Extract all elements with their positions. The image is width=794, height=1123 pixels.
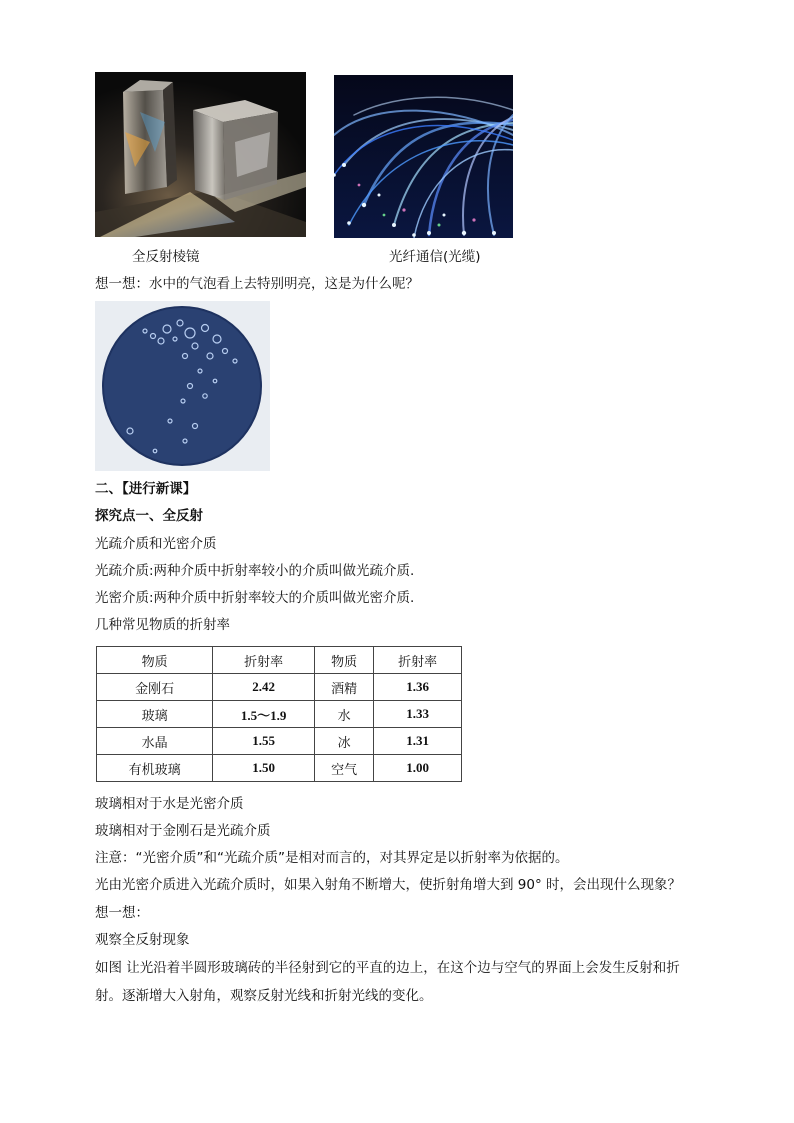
header-cell: 物质: [97, 647, 213, 674]
refractive-index-table: [96, 646, 462, 782]
substance-cell: 金刚石: [97, 674, 213, 701]
index-cell: 1.55: [213, 728, 315, 755]
substance-cell: 玻璃: [97, 701, 213, 728]
substance-cell: 冰: [315, 728, 374, 755]
header-cell: 折射率: [374, 647, 462, 674]
subheading: 探究点一、全反射: [95, 508, 203, 524]
def-sparse: 光疏介质:两种介质中折射率较小的介质叫做光疏介质.: [95, 563, 415, 579]
note: 注意：“光密介质”和“光疏介质”是相对而言的，对其界定是以折射率为依据的。: [95, 850, 569, 866]
media-title: 光疏介质和光密介质: [95, 536, 217, 552]
substance-cell: 水晶: [97, 728, 213, 755]
prism-photo: [95, 72, 306, 237]
substance-cell: 酒精: [315, 674, 374, 701]
header-cell: 物质: [315, 647, 374, 674]
prism-caption: 全反射棱镜: [132, 249, 200, 265]
substance-cell: 空气: [315, 755, 374, 782]
header-cell: 折射率: [213, 647, 315, 674]
table-title: 几种常见物质的折射率: [95, 617, 230, 633]
observe-title: 观察全反射现象: [95, 932, 190, 948]
paragraph-line-1: 如图 让光沿着半圆形玻璃砖的半径射到它的平直的边上，在这个边与空气的界面上会发生反射和折: [95, 960, 680, 976]
substance-cell: 水: [315, 701, 374, 728]
index-cell: 1.00: [374, 755, 462, 782]
table-row: [97, 674, 462, 701]
index-cell: 1.50: [213, 755, 315, 782]
fiber-caption: 光纤通信(光缆): [389, 249, 481, 265]
think-prompt: 想一想：: [95, 905, 149, 921]
table-row: [97, 701, 462, 728]
question-90deg: 光由光密介质进入光疏介质时，如果入射角不断增大，使折射角增大到 90° 时，会出现什么现象？: [95, 877, 682, 893]
fiber-photo: [334, 75, 513, 238]
index-cell: 1.5～1.9: [213, 701, 315, 728]
paragraph-line-2: 射。逐渐增大入射角，观察反射光线和折射光线的变化。: [95, 988, 433, 1004]
index-cell: 1.36: [374, 674, 462, 701]
table-row: [97, 755, 462, 782]
table-row: [97, 728, 462, 755]
question-bubbles: 想一想：水中的气泡看上去特别明亮，这是为什么呢？: [95, 276, 419, 292]
index-cell: 1.33: [374, 701, 462, 728]
def-dense: 光密介质:两种介质中折射率较大的介质叫做光密介质.: [95, 590, 415, 606]
index-cell: 1.31: [374, 728, 462, 755]
index-cell: 2.42: [213, 674, 315, 701]
substance-cell: 有机玻璃: [97, 755, 213, 782]
glass-vs-water: 玻璃相对于水是光密介质: [95, 796, 244, 812]
section-heading: 二、【进行新课】: [95, 481, 197, 497]
glass-vs-diamond: 玻璃相对于金刚石是光疏介质: [95, 823, 271, 839]
bubbles-photo: [95, 301, 270, 471]
table-header-row: [97, 647, 462, 674]
